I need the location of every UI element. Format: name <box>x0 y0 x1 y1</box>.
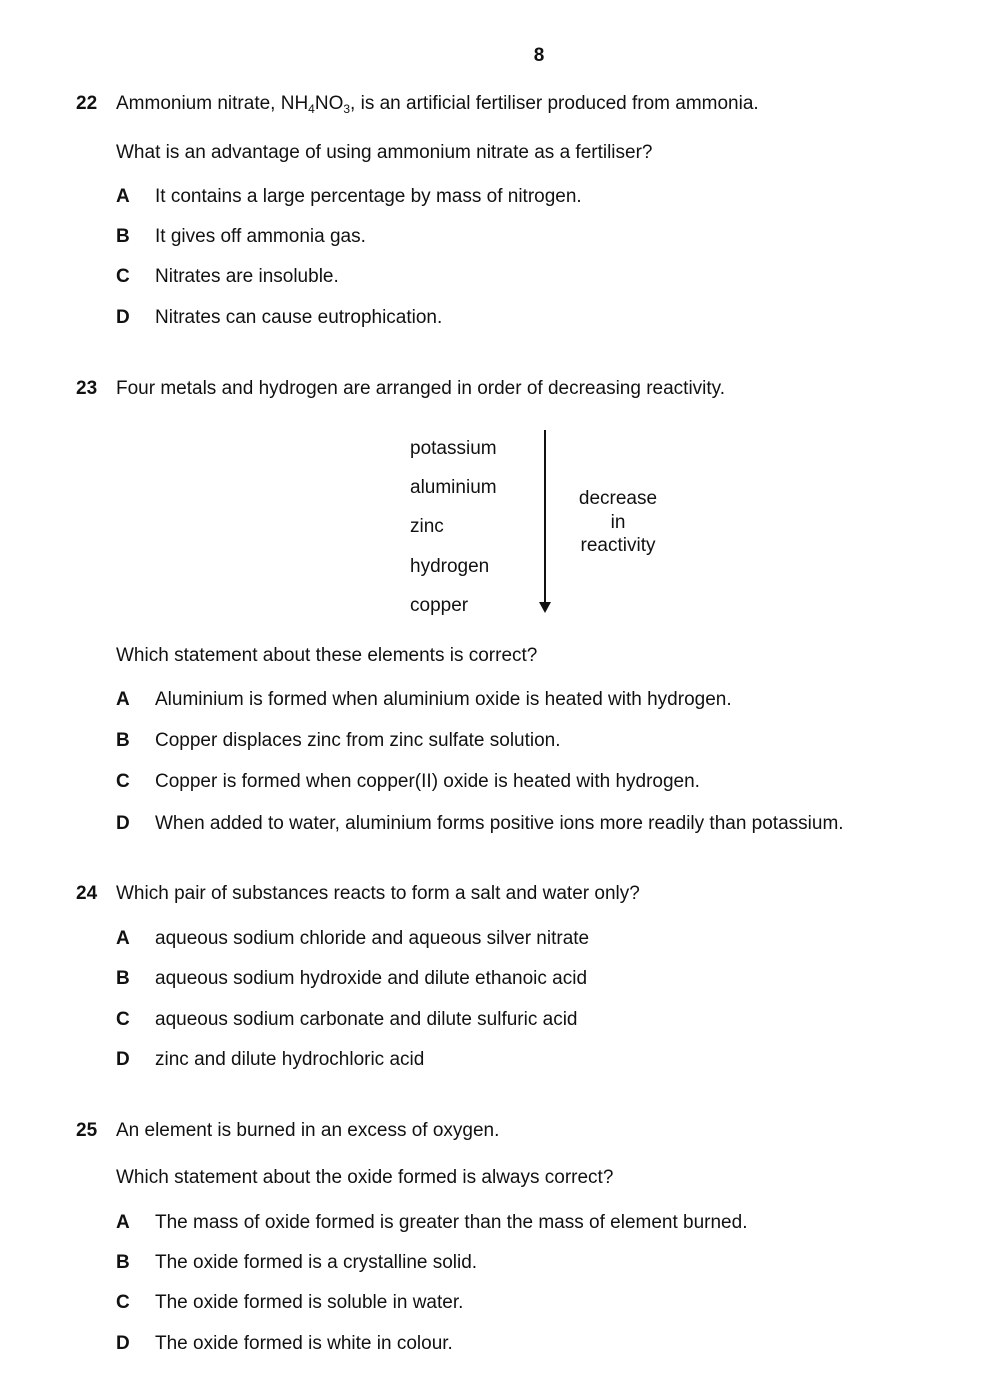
q25-option-b-letter[interactable]: B <box>116 1252 130 1273</box>
question-23-stem: Four metals and hydrogen are arranged in order of decreasing reactivity. <box>116 378 726 399</box>
question-23-prompt: Which statement about these elements is correct? <box>116 645 538 666</box>
question-25-stem: An element is burned in an excess of oxygen. <box>116 1120 500 1141</box>
q24-option-c-text[interactable]: aqueous sodium carbonate and dilute sulfuric acid <box>155 1009 578 1030</box>
q23-option-c-text[interactable]: Copper is formed when copper(II) oxide is heated with hydrogen. <box>155 771 700 792</box>
q25-option-a-text[interactable]: The mass of oxide formed is greater than the mass of element burned. <box>155 1212 748 1233</box>
question-23-number: 23 <box>76 378 98 399</box>
question-22-stem: Ammonium nitrate, $NH_4NO_3$, is an artificial fertiliser produced from ammonia. <box>116 93 759 116</box>
arrow-label-line-3: reactivity <box>580 535 656 556</box>
q22-option-c-text[interactable]: Nitrates are insoluble. <box>155 266 339 287</box>
q23-option-d-text[interactable]: When added to water, aluminium forms positive ions more readily than potassium. <box>155 813 844 834</box>
question-22-number: 22 <box>76 93 98 114</box>
q22-option-d-text[interactable]: Nitrates can cause eutrophication. <box>155 307 443 328</box>
q25-option-c-letter[interactable]: C <box>116 1292 130 1313</box>
q22-option-a-text[interactable]: It contains a large percentage by mass of nitrogen. <box>155 186 582 207</box>
q22-option-a-letter[interactable]: A <box>116 186 130 207</box>
arrow-label-line-1: decrease <box>578 488 658 509</box>
q25-option-d-letter[interactable]: D <box>116 1333 130 1354</box>
q25-option-b-text[interactable]: The oxide formed is a crystalline solid. <box>155 1252 478 1273</box>
q24-option-a-letter[interactable]: A <box>116 928 130 949</box>
q22-option-c-letter[interactable]: C <box>116 266 130 287</box>
element-aluminium: aluminium <box>410 477 497 498</box>
q24-option-b-letter[interactable]: B <box>116 968 130 989</box>
q25-option-d-text[interactable]: The oxide formed is white in colour. <box>155 1333 453 1354</box>
reactivity-arrow-head <box>539 602 551 613</box>
q23-option-b-text[interactable]: Copper displaces zinc from zinc sulfate solution. <box>155 730 561 751</box>
element-zinc: zinc <box>410 516 444 537</box>
reactivity-arrow-line <box>544 430 546 604</box>
q24-option-d-text[interactable]: zinc and dilute hydrochloric acid <box>155 1049 425 1070</box>
element-potassium: potassium <box>410 438 497 459</box>
q22-option-b-text[interactable]: It gives off ammonia gas. <box>155 226 366 247</box>
q24-option-a-text[interactable]: aqueous sodium chloride and aqueous silver nitrate <box>155 928 590 949</box>
q22-option-d-letter[interactable]: D <box>116 307 130 328</box>
q23-option-a-letter[interactable]: A <box>116 689 130 710</box>
page-number: 8 <box>533 45 545 66</box>
arrow-label-line-2: in <box>610 512 626 533</box>
question-25-prompt: Which statement about the oxide formed is always correct? <box>116 1167 614 1188</box>
q23-option-a-text[interactable]: Aluminium is formed when aluminium oxide is heated with hydrogen. <box>155 689 732 710</box>
q23-option-c-letter[interactable]: C <box>116 771 130 792</box>
question-25-number: 25 <box>76 1120 98 1141</box>
q24-option-b-text[interactable]: aqueous sodium hydroxide and dilute ethanoic acid <box>155 968 588 989</box>
q23-option-b-letter[interactable]: B <box>116 730 130 751</box>
q23-option-d-letter[interactable]: D <box>116 813 130 834</box>
element-copper: copper <box>410 595 469 616</box>
question-24-number: 24 <box>76 883 98 904</box>
q25-option-a-letter[interactable]: A <box>116 1212 130 1233</box>
question-22-prompt: What is an advantage of using ammonium nitrate as a fertiliser? <box>116 142 653 163</box>
q24-option-d-letter[interactable]: D <box>116 1049 130 1070</box>
q25-option-c-text[interactable]: The oxide formed is soluble in water. <box>155 1292 464 1313</box>
q24-option-c-letter[interactable]: C <box>116 1009 130 1030</box>
question-24-prompt: Which pair of substances reacts to form a salt and water only? <box>116 883 640 904</box>
q22-option-b-letter[interactable]: B <box>116 226 130 247</box>
element-hydrogen: hydrogen <box>410 556 490 577</box>
